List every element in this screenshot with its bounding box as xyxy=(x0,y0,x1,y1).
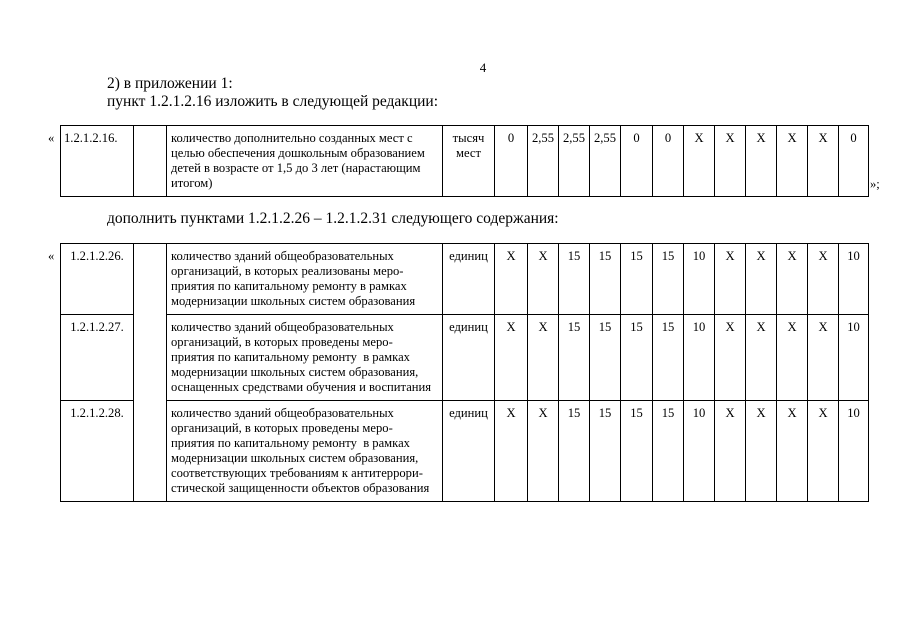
description-line: приятия по капитальному ремонту в рамках xyxy=(171,436,410,450)
description-line: стической защищенности объектов образования xyxy=(171,481,430,495)
row-value-cell: Х xyxy=(808,315,839,401)
intro-line-replace-item: пункт 1.2.1.2.16 изложить в следующей редакции: xyxy=(107,93,439,110)
row-value-cell: 10 xyxy=(684,401,715,502)
row-value-cell: 10 xyxy=(839,315,869,401)
row-value-cell: 15 xyxy=(590,244,621,315)
row-value-cell: Х xyxy=(808,244,839,315)
row-value-cell: 10 xyxy=(839,244,869,315)
row-value-cell: Х xyxy=(777,315,808,401)
table-row xyxy=(61,244,869,315)
table-row xyxy=(61,401,869,502)
row-value-cell: Х xyxy=(808,126,839,197)
row-value-cell: Х xyxy=(746,401,777,502)
amend-line-add-items: дополнить пунктами 1.2.1.2.26 – 1.2.1.2.31 следующего содержания: xyxy=(107,210,559,227)
row-value-cell: 2,55 xyxy=(559,126,590,197)
description-line: количество зданий общеобразовательных xyxy=(171,320,394,334)
unit-line: тысяч xyxy=(452,131,485,145)
row-value-cell: Х xyxy=(495,315,528,401)
table-row xyxy=(61,126,869,197)
row-value-cell: Х xyxy=(715,126,746,197)
row-value-cell: Х xyxy=(684,126,715,197)
row-value-cell: Х xyxy=(808,401,839,502)
row-value-cell: Х xyxy=(777,126,808,197)
row-code-cell: 1.2.1.2.28. xyxy=(61,401,134,502)
row-value-cell: 10 xyxy=(839,401,869,502)
row-value-cell: 0 xyxy=(495,126,528,197)
row-value-cell: 15 xyxy=(621,401,653,502)
row-value-cell: Х xyxy=(777,244,808,315)
row-value-cell: 15 xyxy=(559,401,590,502)
description-line: количество дополнительно созданных мест с xyxy=(171,131,413,145)
row-value-cell: 2,55 xyxy=(590,126,621,197)
row-unit-cell xyxy=(443,126,495,197)
description-line: модернизации школьных систем образования xyxy=(171,294,416,308)
unit-line: единиц xyxy=(449,249,488,263)
table1-opening-quote: « xyxy=(48,131,55,145)
row-unit-cell xyxy=(443,401,495,502)
row-description-cell xyxy=(167,126,443,197)
row-code-cell: 1.2.1.2.16. xyxy=(61,126,134,197)
row-value-cell: Х xyxy=(715,401,746,502)
row-value-cell: 15 xyxy=(653,244,684,315)
row-value-cell: Х xyxy=(746,126,777,197)
unit-line: мест xyxy=(456,146,481,160)
row-value-cell: 0 xyxy=(839,126,869,197)
row-value-cell: 10 xyxy=(684,244,715,315)
row-value-cell: 15 xyxy=(653,401,684,502)
description-line: организаций, в которых проведены меро- xyxy=(171,335,393,349)
row-value-cell: Х xyxy=(495,244,528,315)
table-row xyxy=(61,315,869,401)
description-line: организаций, в которых проведены меро- xyxy=(171,421,393,435)
row-code-cell: 1.2.1.2.26. xyxy=(61,244,134,315)
indicator-table-additions xyxy=(60,243,869,502)
description-line: модернизации школьных систем образования, xyxy=(171,451,419,465)
row-value-cell: 15 xyxy=(559,244,590,315)
description-line: приятия по капитальному ремонту в рамках xyxy=(171,350,410,364)
row-value-cell: 15 xyxy=(653,315,684,401)
indicator-table-replacement xyxy=(60,125,869,197)
row-value-cell: Х xyxy=(528,401,559,502)
row-value-cell: 0 xyxy=(653,126,684,197)
row-unit-cell xyxy=(443,244,495,315)
row-value-cell: Х xyxy=(746,244,777,315)
table2-body xyxy=(61,244,869,502)
description-line: соответствующих требованиям к антитеррори- xyxy=(171,466,423,480)
row-value-cell: 15 xyxy=(621,315,653,401)
row-value-cell: Х xyxy=(528,315,559,401)
table1-closing-quote: »; xyxy=(870,177,880,191)
page-number: 4 xyxy=(479,60,487,75)
unit-line: единиц xyxy=(449,406,488,420)
description-line: итогом) xyxy=(171,176,213,190)
row-value-cell: Х xyxy=(715,315,746,401)
description-line: модернизации школьных систем образования, xyxy=(171,365,419,379)
description-line: детей в возрасте от 1,5 до 3 лет (нарастающим xyxy=(171,161,421,175)
row-value-cell: 15 xyxy=(590,401,621,502)
row-value-cell: 15 xyxy=(559,315,590,401)
row-value-cell: 2,55 xyxy=(528,126,559,197)
row-value-cell: 0 xyxy=(621,126,653,197)
table2-opening-quote: « xyxy=(48,249,55,263)
table1-body xyxy=(61,126,869,197)
row-value-cell: Х xyxy=(715,244,746,315)
row-value-cell: 15 xyxy=(590,315,621,401)
row-description-cell xyxy=(167,244,443,315)
unit-line: единиц xyxy=(449,320,488,334)
row-description-cell xyxy=(167,401,443,502)
row-value-cell: Х xyxy=(746,315,777,401)
row-description-cell xyxy=(167,315,443,401)
row-value-cell: Х xyxy=(777,401,808,502)
row-value-cell: Х xyxy=(495,401,528,502)
empty-cell xyxy=(134,244,167,502)
description-line: количество зданий общеобразовательных xyxy=(171,406,394,420)
empty-cell xyxy=(134,126,167,197)
row-unit-cell xyxy=(443,315,495,401)
description-line: количество зданий общеобразовательных xyxy=(171,249,394,263)
description-line: приятия по капитальному ремонту в рамках xyxy=(171,279,407,293)
row-value-cell: 15 xyxy=(621,244,653,315)
row-code-cell: 1.2.1.2.27. xyxy=(61,315,134,401)
description-line: целью обеспечения дошкольным образованием xyxy=(171,146,425,160)
row-value-cell: Х xyxy=(528,244,559,315)
intro-line-appendix: 2) в приложении 1: xyxy=(107,75,233,92)
row-value-cell: 10 xyxy=(684,315,715,401)
description-line: организаций, в которых реализованы меро- xyxy=(171,264,404,278)
description-line: оснащенных средствами обучения и воспитания xyxy=(171,380,432,394)
